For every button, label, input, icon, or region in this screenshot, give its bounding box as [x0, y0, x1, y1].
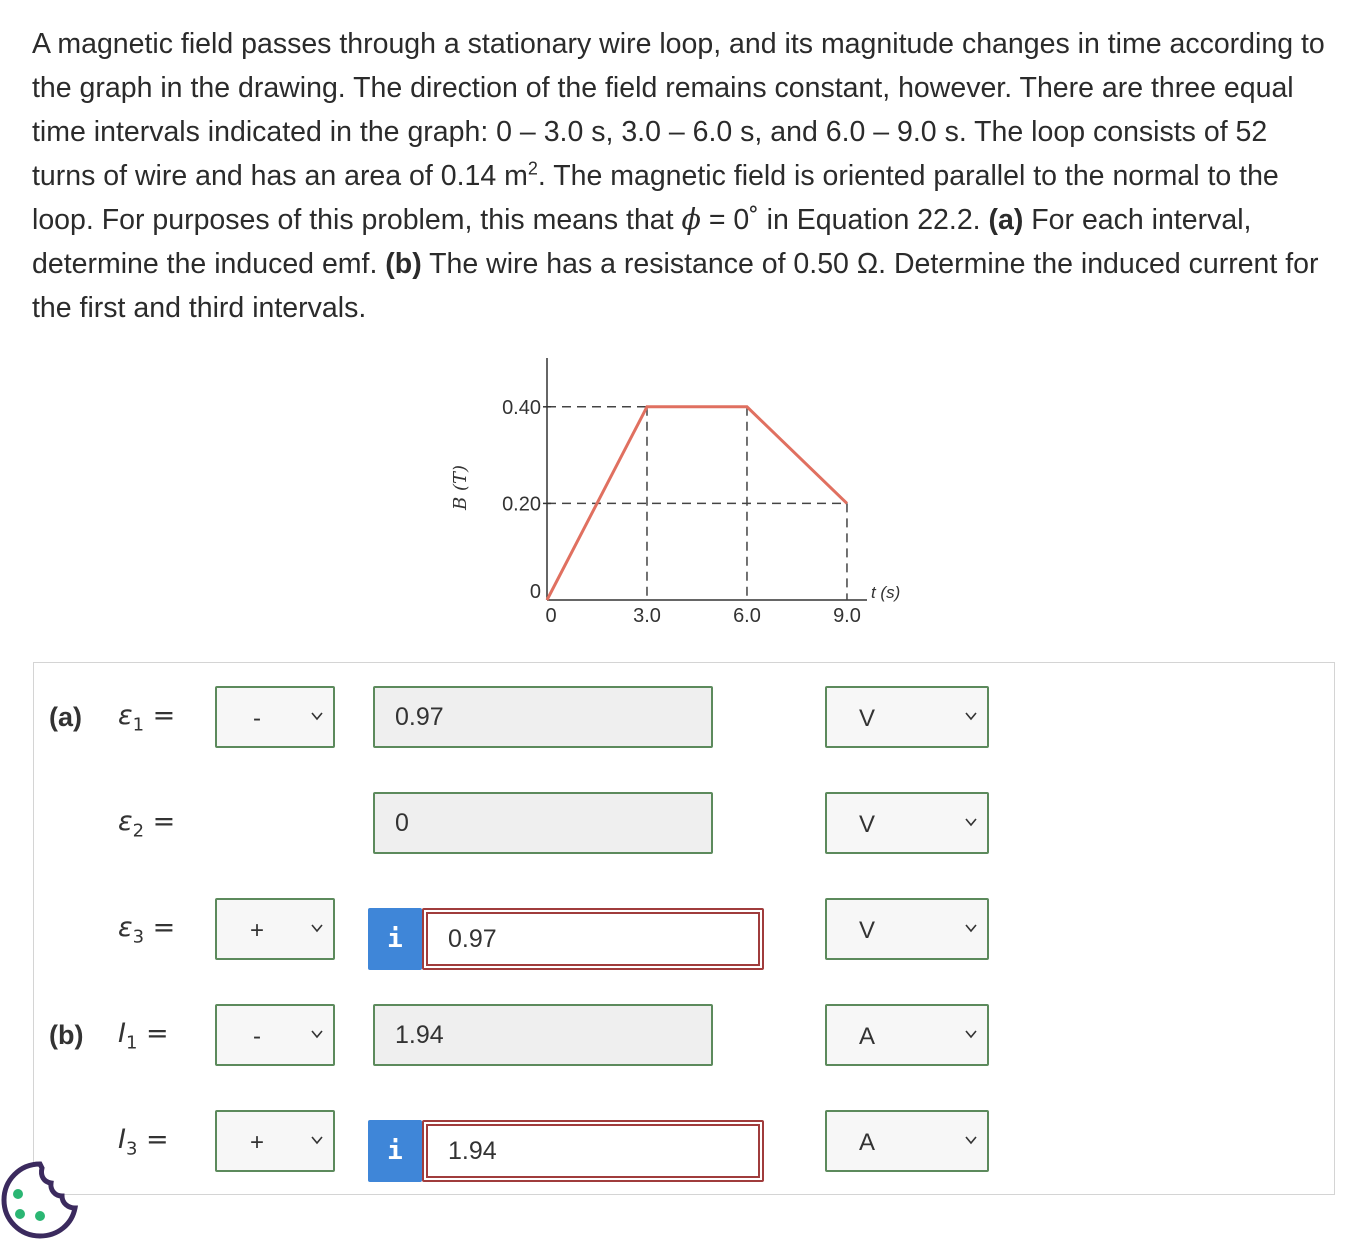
value-input[interactable]: 0.97	[422, 908, 764, 970]
unit-value: A	[858, 1023, 875, 1050]
chevron-down-icon	[311, 1134, 323, 1146]
row-subscript: 3	[132, 926, 145, 948]
part-a-label: (a)	[49, 702, 82, 732]
chevron-down-icon	[311, 710, 323, 722]
problem-statement	[32, 22, 1332, 330]
problem-text-2: . The magnetic field is oriented parallel to the normal to the loop. For purposes of this problem, this means that	[32, 160, 1279, 236]
y-axis-label: B (T)	[450, 465, 471, 510]
sign-value: +	[249, 1129, 264, 1156]
row-symbol: I	[118, 1018, 126, 1049]
chevron-down-icon	[965, 710, 977, 722]
chevron-down-icon	[965, 1134, 977, 1146]
row-label	[118, 1018, 169, 1053]
unit-select[interactable]	[825, 686, 989, 748]
sign-value: -	[253, 1023, 261, 1050]
chevron-down-icon	[311, 1028, 323, 1040]
chevron-down-icon	[965, 1028, 977, 1040]
value-input[interactable]: 1.94	[373, 1004, 713, 1066]
row-symbol: ε	[118, 806, 133, 837]
row-label	[118, 806, 175, 841]
row-subscript: 1	[132, 714, 145, 736]
sign-select[interactable]	[215, 1004, 335, 1066]
chevron-down-icon	[965, 816, 977, 828]
row-symbol: I	[118, 1124, 126, 1155]
x-tick-label: 3.0	[633, 605, 661, 627]
chevron-down-icon	[965, 922, 977, 934]
unit-select[interactable]	[825, 898, 989, 960]
row-label	[118, 1124, 169, 1159]
unit-value: V	[858, 705, 875, 732]
row-symbol: ε	[118, 700, 133, 731]
magnetic-field-graph	[440, 350, 920, 640]
row-subscript: 1	[125, 1032, 138, 1054]
sign-value: +	[249, 917, 264, 944]
problem-text-1: A magnetic field passes through a stationary wire loop, and its magnitude changes in time according to the graph in the drawing. The direction of the field remains constant, however. There are three equal time intervals indicated in the graph: 0 – 3.0 s, 3.0 – 6.0 s, and 6.0 – 9.0 s. The loop consists of 52 turns of wire and has an area of 0.14 m	[32, 28, 1325, 192]
problem-text-3: = 0˚ in Equation 22.2.	[700, 204, 989, 236]
row-label	[118, 912, 175, 947]
value-input[interactable]: 1.94	[422, 1120, 764, 1182]
field-line	[547, 407, 847, 600]
value-input[interactable]: 0	[373, 792, 713, 854]
problem-text-5: The wire has a resistance of 0.50 Ω. Determine the induced current for the first and third intervals.	[32, 248, 1319, 324]
unit-select[interactable]	[825, 1110, 989, 1172]
y-tick-label: 0.40	[502, 396, 541, 419]
y-tick-label: 0.20	[502, 493, 541, 516]
info-button[interactable]: i	[368, 1120, 422, 1182]
sign-select[interactable]	[215, 1110, 335, 1172]
problem-text-4: For each interval, determine the induced emf.	[32, 204, 1252, 280]
y-tick-label: 0	[529, 581, 541, 603]
x-tick-label: 0	[545, 605, 557, 627]
part-b-label: (b)	[49, 1020, 84, 1050]
sign-value: -	[253, 705, 261, 732]
sign-select[interactable]	[215, 898, 335, 960]
unit-select[interactable]	[825, 792, 989, 854]
row-subscript: 3	[125, 1138, 138, 1160]
part-b-marker: (b)	[385, 248, 422, 280]
part-a-marker: (a)	[988, 204, 1024, 236]
row-equals: =	[144, 806, 176, 837]
x-tick-label: 6.0	[733, 605, 761, 627]
value-input[interactable]: 0.97	[373, 686, 713, 748]
problem-superscript: 2	[527, 158, 538, 179]
unit-value: V	[858, 917, 875, 944]
unit-select[interactable]	[825, 1004, 989, 1066]
cookie-icon[interactable]	[0, 1158, 80, 1242]
row-label	[118, 700, 175, 735]
row-equals: =	[137, 1018, 169, 1049]
row-symbol: ε	[118, 912, 133, 943]
unit-value: V	[858, 811, 875, 838]
row-equals: =	[137, 1124, 169, 1155]
row-subscript: 2	[132, 820, 145, 842]
chevron-down-icon	[311, 922, 323, 934]
unit-value: A	[858, 1129, 875, 1156]
row-equals: =	[144, 700, 176, 731]
x-tick-label: 9.0	[833, 605, 861, 627]
phi-symbol: ϕ	[681, 203, 701, 236]
row-equals: =	[144, 912, 176, 943]
info-button[interactable]: i	[368, 908, 422, 970]
x-axis-label: t (s)	[870, 583, 901, 602]
sign-select[interactable]	[215, 686, 335, 748]
